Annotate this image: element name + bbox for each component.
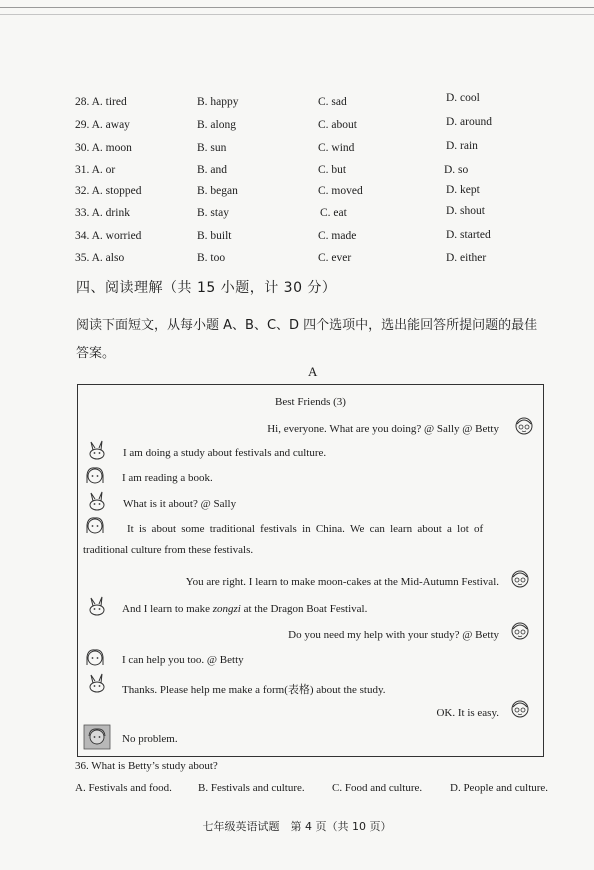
option-d: D. either — [446, 252, 487, 264]
option-d: D. cool — [446, 92, 480, 104]
section-instruction-cont: 答案。 — [76, 346, 116, 361]
option-d: D. started — [446, 229, 491, 241]
option-row — [0, 164, 594, 182]
answer-a: A. Festivals and food. — [75, 782, 172, 794]
girl-glasses-avatar-icon — [513, 415, 535, 437]
page-footer: 七年级英语试题 第 4 页（共 10 页） — [202, 820, 392, 833]
option-a: 29. A. away — [75, 119, 130, 131]
option-b: B. built — [197, 230, 232, 242]
chat-message: OK. It is easy. — [436, 707, 499, 719]
option-d: D. around — [446, 116, 492, 128]
option-row — [0, 185, 594, 203]
option-a: 31. A. or — [75, 164, 116, 176]
chat-message: What is it about? @ Sally — [123, 498, 237, 510]
option-a: 28. A. tired — [75, 96, 127, 108]
option-row — [0, 92, 594, 114]
option-b: B. along — [197, 119, 236, 131]
chat-message: You are right. I learn to make moon-cakes at the Mid-Autumn Festival. — [185, 576, 499, 588]
chat-screenshot-box — [77, 384, 544, 757]
option-d: D. shout — [446, 205, 485, 217]
option-d: D. so — [444, 164, 469, 176]
rabbit-avatar-icon — [86, 673, 108, 695]
option-c: C. eat — [320, 207, 347, 219]
girl-avatar-icon — [84, 515, 106, 537]
option-b: B. began — [197, 185, 238, 197]
chat-title: Best Friends (3) — [275, 396, 346, 408]
rabbit-avatar-icon — [86, 596, 108, 618]
chat-message: Thanks. Please help me make a form(表格) about the study. — [122, 684, 386, 696]
answer-c: C. Food and culture. — [332, 782, 423, 794]
answer-d: D. People and culture. — [450, 782, 549, 794]
chat-message: I can help you too. @ Betty — [122, 654, 244, 666]
option-c: C. about — [318, 119, 357, 131]
option-row — [0, 230, 594, 248]
option-d: D. kept — [446, 184, 480, 196]
option-a: 30. A. moon — [75, 142, 132, 154]
option-b: B. too — [197, 252, 226, 264]
chat-message: I am reading a book. — [122, 472, 213, 484]
option-a: 34. A. worried — [75, 230, 142, 242]
chat-message-cont: traditional culture from these festivals. — [83, 544, 254, 556]
section-instruction: 阅读下面短文，从每小题 A、B、C、D 四个选项中，选出能回答所提问题的最佳 — [76, 318, 538, 333]
chat-message: No problem. — [122, 733, 178, 745]
option-a: 33. A. drink — [75, 207, 130, 219]
option-b: B. stay — [197, 207, 229, 219]
chat-message: Do you need my help with your study? @ Betty — [288, 629, 499, 641]
option-c: C. moved — [318, 185, 363, 197]
chat-message: It is about some traditional festivals in China. We can learn about a lot of — [127, 523, 484, 535]
passage-label: A — [308, 364, 318, 379]
option-c: C. sad — [318, 96, 347, 108]
option-a: 35. A. also — [75, 252, 125, 264]
girl-avatar-icon — [84, 465, 106, 487]
option-row — [0, 116, 594, 137]
option-row — [0, 252, 594, 270]
option-b: B. and — [197, 164, 228, 176]
girl-glasses-avatar-icon — [509, 568, 531, 590]
chat-message: Hi, everyone. What are you doing? @ Sally @ Betty — [267, 423, 499, 435]
chat-message: I am doing a study about festivals and culture. — [123, 447, 327, 459]
rabbit-avatar-icon — [86, 491, 108, 513]
girl-avatar-icon — [84, 647, 106, 669]
question-stem: 36. What is Betty’s study about? — [75, 760, 218, 772]
option-row — [0, 142, 594, 160]
option-b: B. happy — [197, 96, 239, 108]
option-c: C. wind — [318, 142, 355, 154]
option-d: D. rain — [446, 140, 478, 152]
zongzi-term: zongzi — [212, 603, 241, 615]
option-c: C. made — [318, 230, 357, 242]
header-rule — [0, 7, 594, 8]
answer-b: B. Festivals and culture. — [198, 782, 305, 794]
girl-shaded-avatar-icon — [83, 724, 111, 750]
rabbit-avatar-icon — [86, 440, 108, 462]
chat-message: And I learn to make zongzi at the Dragon Boat Festival. — [122, 603, 368, 615]
option-a: 32. A. stopped — [75, 185, 142, 197]
girl-glasses-avatar-icon — [509, 698, 531, 720]
option-row — [0, 207, 594, 225]
option-c: C. ever — [318, 252, 352, 264]
header-rule-secondary — [0, 14, 594, 15]
section-heading: 四、阅读理解（共 15 小题，计 30 分） — [76, 280, 337, 296]
option-b: B. sun — [197, 142, 227, 154]
option-c: C. but — [318, 164, 347, 176]
girl-glasses-avatar-icon — [509, 620, 531, 642]
